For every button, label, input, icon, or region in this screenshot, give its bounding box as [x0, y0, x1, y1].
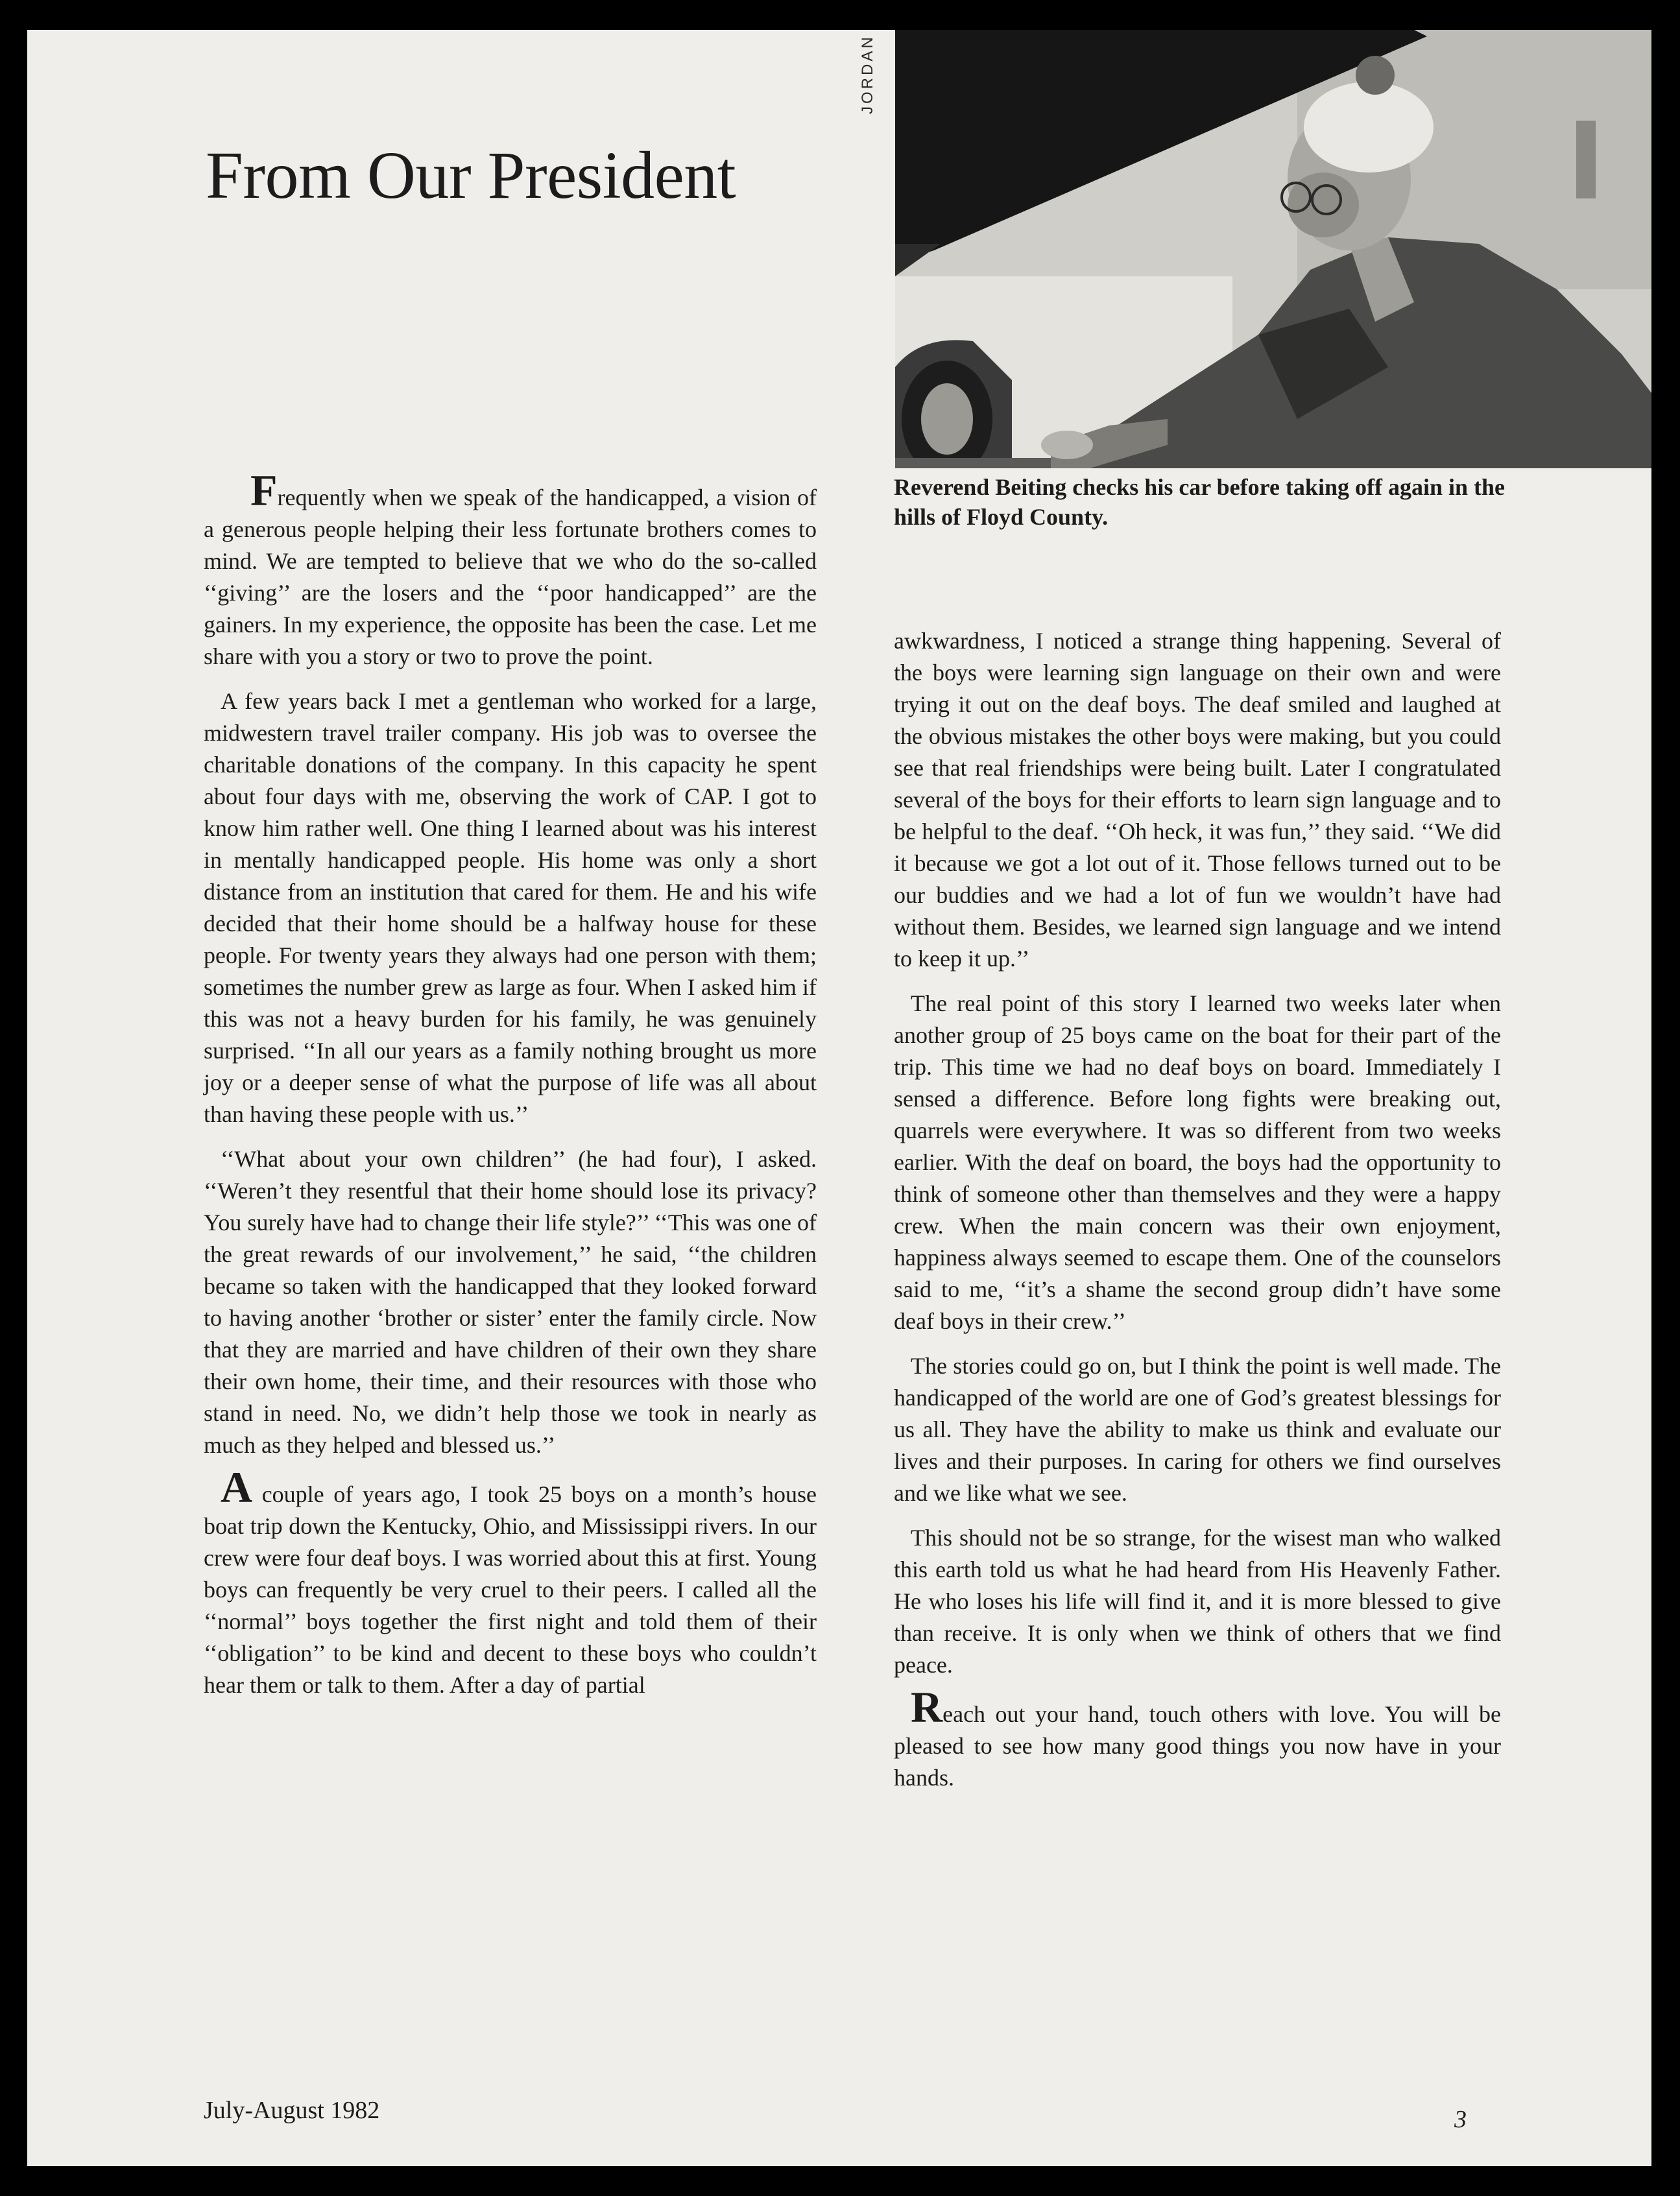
photo-credit: JORDAN — [859, 34, 876, 114]
article-paragraph: The stories could go on, but I think the point is well made. The handicapped of the world are one of God’s greatest blessings for us all. They have the ability to make us think and evaluate our lives and their purposes. In caring for others we find ourselves and we like what we see. — [894, 1353, 1501, 1506]
article-left-column — [204, 466, 817, 1714]
article-paragraph: awkwardness, I noticed a strange thing happening. Several of the boys were learning sign language on their own and were trying it out on the deaf boys. The deaf smiled and laughed at the obvious mistakes the other boys were making, but you could see that real friendships were being built. Later I congratulated several of the boys for their efforts to learn sign language and to be helpful to the deaf. ‘‘Oh heck, it was fun,’’ they said. ‘‘We did it because we got a lot out of it. Those fellows turned out to be our buddies and we had a lot of fun we wouldn’t have had without them. Besides, we learned sign language and we intend to keep it up.’’ — [894, 628, 1501, 972]
article-paragraph: A few years back I met a gentleman who worked for a large, midwestern travel trailer company. His job was to oversee the charitable donations of the company. In this capacity he spent about four days with me, observing the work of CAP. I got to know him rather well. One thing I learned about was his interest in mentally handicapped people. His home was only a short distance from an institution that cared for them. He and his wife decided that their home should be a halfway house for these people. For twenty years they always had one person with them; sometimes the number grew as large as four. When I asked him if this was not a heavy burden for his family, he was genuinely surprised. ‘‘In all our years as a family nothing brought us more joy or a deeper sense of what the purpose of life was all about than having these people with us.’’ — [204, 688, 817, 1127]
article-paragraph: Frequently when we speak of the handicapped, a vision of a generous people helping their less fortunate brothers comes to mind. We are tempted to believe that we who do the so-called ‘‘giving’’ are the losers and the ‘‘poor handicapped’’ are the gainers. In my experience, the opposite has been the case. Let me share with you a story or two to prove the point. — [204, 466, 817, 669]
article-paragraph: ‘‘What about your own children’’ (he had four), I asked. ‘‘Weren’t they resentful that their home should lose its privacy? You surely have had to change their life style?’’ ‘‘This was one of the great rewards of our involvement,’’ he said, ‘‘the children became so taken with the handicapped that they looked forward to having another ‘brother or sister’ enter the family circle. Now that they are married and have children of their own they share their own home, their time, and their resources with those who stand in need. No, we didn’t help those we took in nearly as much as they helped and blessed us.’’ — [204, 1146, 817, 1458]
issue-date: July-August 1982 — [204, 2097, 380, 2124]
article-paragraph: Reach out your hand, touch others with love. You will be pleased to see how many good things you now have in your hands. — [894, 1682, 1501, 1791]
article-paragraph: A couple of years ago, I took 25 boys on a month’s house boat trip down the Kentucky, Ohio, and Mississippi rivers. In our crew were four deaf boys. I was worried about this at first. Young boys can frequently be very cruel to their peers. I called all the ‘‘normal’’ boys together the first night and told them of their ‘‘obligation’’ to be kind and decent to these boys who couldn’t hear them or talk to them. After a day of partial — [204, 1462, 817, 1698]
page-title: From Our President — [206, 138, 736, 213]
article-photo — [895, 30, 1651, 468]
photo-man-checking-car-engine-icon — [895, 30, 1651, 468]
article-right-column — [894, 625, 1501, 1807]
photo-caption: Reverend Beiting checks his car before taking off again in the hills of Floyd County. — [894, 474, 1505, 530]
drop-cap: A — [221, 1462, 253, 1512]
article-paragraph: This should not be so strange, for the wisest man who walked this earth told us what he had heard from His Heavenly Father. He who loses his life will find it, and it is more blessed to give than receive. It is only when we think of others that we find peace. — [894, 1525, 1501, 1678]
magazine-page — [27, 30, 1651, 2166]
page-number: 3 — [1454, 2106, 1467, 2133]
drop-cap: R — [911, 1682, 943, 1732]
drop-cap: F — [250, 466, 278, 515]
article-paragraph: The real point of this story I learned two weeks later when another group of 25 boys came on the boat for their part of the trip. This time we had no deaf boys on board. Immediately I sensed a difference. Before long fights were breaking out, quarrels were everywhere. It was so different from two weeks earlier. With the deaf on board, the boys had the opportunity to think of someone other than themselves and they were a happy crew. When the main concern was their own enjoyment, happiness always seemed to escape them. One of the counselors said to me, ‘‘it’s a shame the second group didn’t have some deaf boys in their crew.’’ — [894, 990, 1501, 1334]
